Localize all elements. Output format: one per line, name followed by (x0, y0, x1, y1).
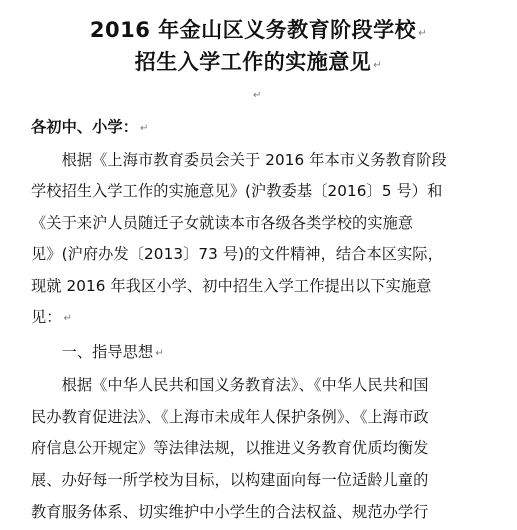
body-line: 民办教育促进法》、《上海市未成年人保护条例》、《上海市政 (31, 408, 429, 426)
body-line: 展、办好每一所学校为目标，以构建面向每一位适龄儿童的 (31, 471, 429, 489)
body-line: 府信息公开规定》等法律法规，以推进义务教育优质均衡发 (31, 439, 429, 457)
paragraph-mark-icon: ↵ (373, 60, 383, 71)
document-title-line-1: 2016 年金山区义务教育阶段学校 ↵ (89, 18, 428, 42)
paragraph-mark-icon: ↵ (140, 123, 149, 134)
body-line: 教育服务体系、切实维护中小学生的合法权益、规范办学行 (31, 503, 429, 521)
body-line: 学校招生入学工作的实施意见》(沪教委基〔2016〕5 号）和 (31, 182, 443, 200)
salutation: 各初中、小学： ↵ (31, 118, 149, 136)
paragraph-mark-icon: ↵ (418, 28, 428, 39)
paragraph-mark-icon: ↵ (155, 348, 164, 359)
body-line: 见： ↵ (31, 308, 73, 326)
document-title-line-2: 招生入学工作的实施意见 ↵ (134, 50, 383, 74)
empty-paragraph-mark-icon: ↵ (253, 90, 262, 101)
body-line: 见》(沪府办发〔2013〕73 号)的文件精神，结合本区实际， (31, 245, 443, 263)
body-line: 现就 2016 年我区小学、初中招生入学工作提出以下实施意 (31, 277, 432, 295)
paragraph-mark-icon: ↵ (63, 313, 73, 324)
body-line: 根据《中华人民共和国义务教育法》、《中华人民共和国 (31, 376, 429, 394)
section-heading: 一、指导思想 ↵ (31, 343, 164, 361)
body-line: 《关于来沪人员随迁子女就读本市各级各类学校的实施意 (31, 214, 414, 232)
body-line: 根据《上海市教育委员会关于 2016 年本市义务教育阶段 (31, 151, 447, 169)
